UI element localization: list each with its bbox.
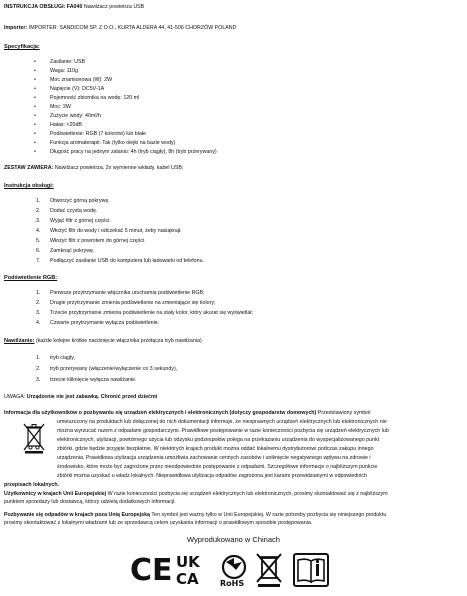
- weee-bin-icon: [257, 554, 281, 587]
- title-rest: Nawilżacz powietrza USB: [83, 4, 145, 10]
- rgb-step: 4. Czwarte przytrzymanie wyłącza podświetlenie.: [36, 320, 160, 326]
- instruction-step: 2. Dodać czystą wodę.: [36, 208, 98, 214]
- humid-heading-line: [4, 338, 202, 345]
- instructions-heading: Instrukcja obsługi:: [4, 183, 54, 189]
- humid-subtitle: (każde kolejne krótkie naciśnięcie włącznika przełącza tryb nawilżania): [35, 338, 202, 344]
- weee-text-line: przepisach lokalnych.: [4, 482, 60, 488]
- spec-item: • Hałas: <20dB: [36, 122, 82, 129]
- weee-heading: Informacja dla użytkowników o pozbywaniu się urządzeń elektrycznych i elektronicznych (dotyczy gospodarstw domowych): [4, 410, 317, 416]
- set-label: ZESTAW ZAWIERA:: [4, 165, 54, 171]
- warning-label: UWAGA:: [4, 394, 26, 400]
- spec-item: • Zasilanie: USB: [36, 59, 85, 66]
- outside-eu-line: [4, 512, 386, 519]
- spec-item: • Waga: 110g: [36, 68, 78, 75]
- rgb-step: 3. Trzecie przytrzymanie zmienia podświetlenie na stały kolor, który akurat się wyświetlał;: [36, 310, 253, 316]
- humid-mode: 1. tryb ciągły,: [36, 355, 75, 361]
- warning-text: Urządzenie nie jest zabawką. Chronić przed dziećmi: [26, 394, 158, 400]
- title-bold: INSTRUKCJA OBSŁUGI: FA040: [4, 4, 83, 10]
- uk-ca-mark-icon: [176, 553, 201, 588]
- made-in-label: Wyprodukowano w Chinach: [187, 535, 280, 544]
- weee-text: Przedstawiony symbol: [317, 410, 371, 416]
- ce-text: CE: [130, 553, 173, 588]
- rgb-step: 2. Drugie przytrzymanie zmienia podświetlenie na zmieniające się kolory;: [36, 300, 216, 306]
- rohs-icon: [220, 556, 245, 588]
- weee-text-line: zbiórki, gdzie będzie przyjęte bezpłatnie. W niektórych krajach produkt można oddać lokalnemu dystrybutorowi podczas zakupu innego: [57, 446, 374, 452]
- spec-item: • Podświetlenie: RGB (7 kolorów) lub białe: [36, 131, 146, 138]
- spec-item: • Napięcie (V): DC5V-1A: [36, 86, 104, 93]
- importer-line: [4, 25, 236, 32]
- spec-heading: Specyfikacja:: [4, 44, 40, 50]
- humid-heading: Nawilżanie:: [4, 338, 35, 344]
- weee-text-line: zbiórki można uzyskać u władz lokalnych. Nieprawidłowa utylizacja odpadów zagrożona jest karami przewidzianymi w odpowiednich: [57, 473, 368, 479]
- weee-text-line: urządzenia. Prawidłowa utylizacja urządzenia umożliwia zachowanie cennych zasobów i uniknięcie negatywnego wpływu na zdrowie i: [57, 455, 371, 461]
- warning-line: [4, 394, 157, 401]
- weee-bin-icon: [22, 422, 46, 454]
- rgb-step: 1. Pierwsze przytrzymanie włącznika uruchamia podświetlenie RGB;: [36, 290, 205, 296]
- spec-item: • Pojemność zbiornika na wodę: 120 ml: [36, 95, 139, 102]
- instruction-step: 3. Wyjąć filtr z górnej części.: [36, 218, 111, 224]
- instruction-step: 4. Włożyć filtr do wody i odczekać 5 minut, żeby nasiąknął.: [36, 228, 182, 234]
- outside-eu-heading: Pozbywanie się odpadów w krajach poza Unią Europejską: [4, 512, 150, 518]
- ce-mark-icon: [130, 553, 173, 588]
- spec-item: • Moc: 2W: [36, 104, 71, 111]
- spec-item: • Zużycie wody: 40ml/h: [36, 113, 101, 120]
- rohs-text: RoHS: [220, 579, 245, 588]
- weee-text-line: elektronicznych, utylizacji, powtórnego użycia lub odzysku podzespołów polega na przekazaniu urządzenia do wyspecjalizowanego punkt: [57, 437, 380, 443]
- eu-users-heading: Użytkownicy w krajach Unii Europejskiej: [4, 491, 107, 497]
- outside-eu-text: Ten symbol jest ważny tylko w Unii Europejskiej. W razie potrzeby pozbycia się niniejszego produktu: [151, 512, 387, 518]
- spec-item: • Długość pracy na jednym zalaniu: 4h (tryb ciągły), 8h (tryb przerywany): [36, 149, 217, 156]
- set-text: Nawilżacz powietrza, 2x wymienne wkłady, kabel USB;: [54, 165, 184, 171]
- humid-mode: 2. tryb przerywany (włączenie/wyłączenie co 3 sekundy),: [36, 366, 178, 372]
- humid-mode: 3. trzecie kliknięcie wyłącza nawilżanie.: [36, 377, 137, 383]
- read-manual-icon: [294, 554, 328, 586]
- instruction-step: 1. Otworzyć górną pokrywę.: [36, 198, 110, 204]
- set-contents: [4, 165, 183, 172]
- document-title: [4, 4, 144, 11]
- importer-label: Importer:: [4, 25, 28, 31]
- ukca-top-text: UK: [176, 553, 200, 571]
- instruction-step: 6. Zamknąć pokrywę.: [36, 248, 95, 254]
- weee-heading-line: [4, 410, 370, 417]
- ukca-bottom-text: CA: [176, 570, 199, 588]
- eu-users-line: [4, 491, 388, 498]
- instruction-step: 7. Podłączyć zasilanie USB do komputera lub ładowarki od telefonu.: [36, 258, 204, 264]
- weee-text-line: umieszczony na produktach lub dołączonej do nich dokumentacji informuje, że niesprawnych urządzeń elektrycznych lub elektronicznych nie: [57, 419, 387, 425]
- importer-text: IMPORTER: SANDICOM SP. Z O.O., KURTA ALDERA 44, 41-506 CHORZÓW POLAND: [28, 25, 237, 31]
- rgb-heading: Podświetlenie RGB:: [4, 275, 58, 281]
- instruction-step: 5. Włożyć filtr z powrotem do górnej części.: [36, 238, 146, 244]
- eu-users-line-2: punktem sprzedaży lub dostawcą, którzy udzielą dodatkowych informacji.: [4, 499, 176, 505]
- eu-users-text: W razie konieczności pozbycia się urządzeń elektrycznych lub elektronicznych, prosimy skontaktować się z najbliższym: [107, 491, 388, 497]
- certification-icons: [128, 552, 338, 596]
- weee-text-line: można wyrzucać razem z odpadami gospodarczymi. Prawidłowe postępowanie w razie konieczności pozbycia się urządzeń elektrycznych lub: [57, 428, 389, 434]
- spec-item: • Funkcja aromaterapii: Tak (tylko olejki na bazie wody): [36, 140, 175, 147]
- outside-eu-line-2: prosimy skontaktować z lokalnymi władzami lub ze sprzedawcą celem uzyskania informacji o prawidłowym sposobie postępowania.: [4, 520, 313, 526]
- spec-item: • Moc znamionowa (W): 2W: [36, 77, 112, 84]
- weee-text-line: środowisko, które może być zagrożone przez nieodpowiednie postępowanie z odpadami. Szczegółowe informacje o najbliższym punkcie: [57, 464, 378, 470]
